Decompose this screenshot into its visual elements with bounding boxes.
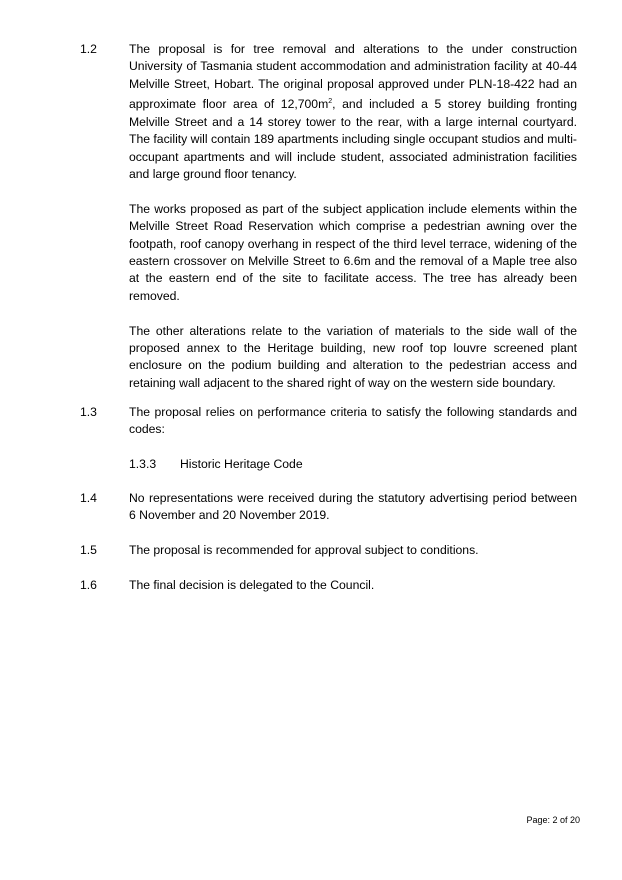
paragraph-other-alterations: The other alterations relate to the variation of materials to the side wall of the proposed annex to the Heritage building, new roof top louvre screened plant enclosure on the podium building and alteration to the pedestrian access and retaining wall adjacent to the shared right of way on the western side boundary. (129, 323, 577, 390)
section-number: 1.3 (80, 405, 97, 419)
subsection-title: Historic Heritage Code (180, 457, 303, 471)
section-body: No representations were received during the statutory advertising period between 6 November and 20 November 2019. (129, 491, 577, 523)
section-number: 1.6 (80, 578, 97, 592)
section-number: 1.4 (80, 491, 97, 505)
section-number: 1.2 (80, 42, 97, 56)
section-body: The final decision is delegated to the Council. (129, 578, 375, 592)
paragraph-road-reservation-works: The works proposed as part of the subject application include elements within the Melville Street Road Reservation which comprise a pedestrian awning over the footpath, roof canopy overhang in respect of the third level terrace, widening of the eastern crossover on Melville Street to 6.6m and the removal of a Maple tree also at the eastern end of the site to facilitate access. The tree has already been removed. (129, 201, 577, 303)
section-body: The proposal relies on performance criteria to satisfy the following standards and codes: (129, 405, 577, 437)
paragraph-text: The proposal is for tree removal and alterations to the under construction University of Tasmania student accommodation and administration facility at 40-44 Melville Street, Hobart. The original proposal approved under PLN-18-422 had an approximate floor area of 12,700m (129, 42, 577, 112)
paragraph-text: , and included a 5 storey building fronting Melville Street and a 14 storey tower to the rear, with a large internal courtyard. The facility will contain 189 apartments including single occupant studios and multi-occupant apartments and will include student, associated administration facilities and large ground floor tenancy. (129, 97, 577, 181)
subsection-number: 1.3.3 (129, 457, 157, 471)
paragraph-proposal-overview (129, 41, 577, 183)
section-body: The proposal is recommended for approval subject to conditions. (129, 543, 479, 557)
section-number: 1.5 (80, 543, 97, 557)
section-body (129, 41, 577, 392)
page-number-footer: Page: 2 of 20 (526, 815, 580, 825)
superscript-squared: 2 (328, 98, 333, 106)
